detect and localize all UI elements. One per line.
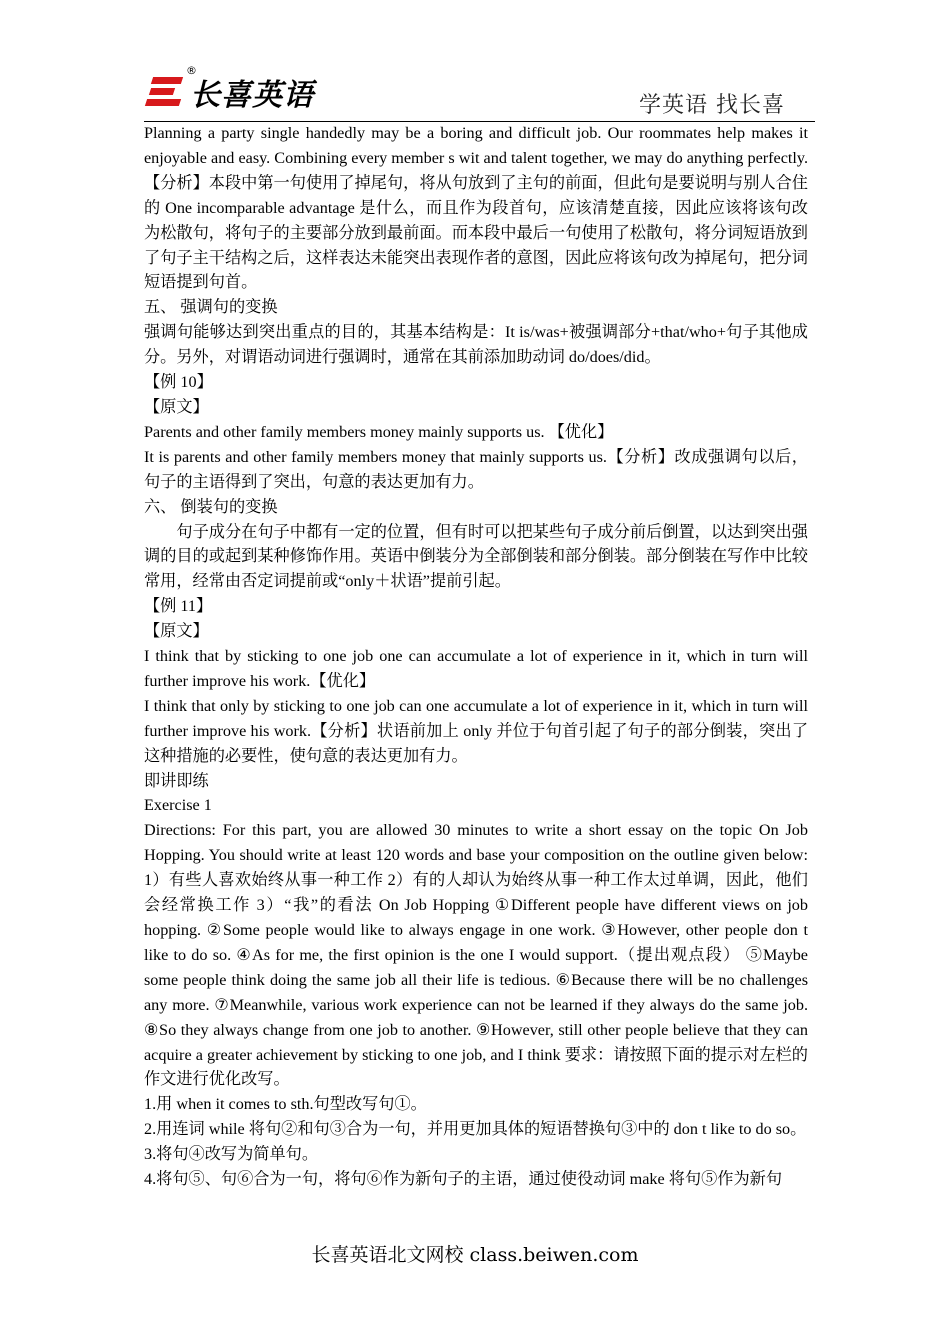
example-label-10: 【例 10】 bbox=[144, 373, 213, 392]
paragraph-analysis-example9: Planning a party single handedly may be a boring and difficult job. Our roommates help makes it enjoyable and easy. Combining every member s wit and talent together, we may do anything perfectly.【分析】本段中第一句使用了掉尾句，将从句放到了主句的前面，但此句是要说明与别人合住的 One incomparable advantage 是什么，而且作为段首句，应该清楚直接，因此应该将该句改为松散句，将句子的主要部分放到最前面。而本段中最后一句使用了松散句，将分词短语放到了句子主干结构之后，这样表达未能突出表现作者的意图，因此应将该句改为掉尾句，把分词短语提到句首。 bbox=[144, 124, 808, 292]
registered-mark: ® bbox=[186, 64, 197, 77]
example-label-11: 【例 11】 bbox=[144, 597, 213, 616]
example10-original: Parents and other family members money mainly supports us. 【优化】 bbox=[144, 422, 614, 441]
example11-optimized: I think that only by sticking to one job can one accumulate a lot of experience in it, which in turn will further improve his work.【分析】状语前加上 only 并位于句首引起了句子的部分倒装，突出了这种措施的必要性，使句意的表达更加有力。 bbox=[144, 696, 808, 765]
section-heading-5: 五、 强调句的变换 bbox=[144, 298, 278, 317]
header-slogan: 学英语 找长喜 bbox=[639, 93, 785, 118]
paragraph-emphasis-intro: 强调句能够达到突出重点的目的，其基本结构是：It is/was+被强调部分+that/who+句子其他成分。另外，对谓语动词进行强调时，通常在其前添加助动词 do/does/did。 bbox=[144, 323, 808, 367]
page-header bbox=[144, 66, 815, 122]
example10-optimized: It is parents and other family members money that mainly supports us.【分析】改成强调句以后，句子的主语得到了突出，句意的表达更加有力。 bbox=[144, 447, 808, 491]
logo-text: 长喜英语 bbox=[190, 78, 314, 113]
page-footer: 长喜英语北文网校 class.beiwen.com bbox=[311, 1244, 639, 1266]
section-heading-6: 六、 倒装句的变换 bbox=[144, 497, 278, 516]
original-label: 【原文】 bbox=[144, 397, 209, 416]
exercise-directions: Directions: For this part, you are allowed 30 minutes to write a short essay on the topic On Job Hopping. You should write at least 120 words and base your composition on the outline given below: 1）有些人喜欢始终从事一种工作 2）有的人却认为始终从事一种工作太过单调，因此，他们会经常换工作 3）“我”的看法 On Job Hopping ①Different people have different views on job hopping. ②Some people would like to always engage in one work. ③However, other people don t like to do so. ④As for me, the first opinion is the one I would support.（提出观点段） ⑤Maybe some people think doing the same job all their life is tedious. ⑥Because there will be no challenges any more. ⑦Meanwhile, various work experience can not be learned if they always do the same job. ⑧So they always change from one job to another. ⑨However, still other people believe that they can acquire a greater achievement by sticking to one job, and I think 要求：请按照下面的提示对左栏的作文进行优化改写。 bbox=[144, 821, 808, 1089]
paragraph-inversion-intro: 句子成分在句子中都有一定的位置，但有时可以把某些句子成分前后倒置，以达到突出强调的目的或起到某种修饰作用。英语中倒装分为全部倒装和部分倒装。部分倒装在写作中比较常用，经常由否定词提前或“only＋状语”提前引起。 bbox=[144, 522, 808, 591]
task-item-4: 4.将句⑤、句⑥合为一句，将句⑥作为新句子的主语，通过使役动词 make 将句⑤作为新句 bbox=[144, 1170, 783, 1189]
task-item-2: 2.用连词 while 将句②和句③合为一句，并用更加具体的短语替换句③中的 don t like to do so。 bbox=[144, 1120, 807, 1139]
practice-heading: 即讲即练 bbox=[144, 771, 209, 790]
original-label: 【原文】 bbox=[144, 622, 209, 641]
example11-original: I think that by sticking to one job one can accumulate a lot of experience in it, which in turn will further improve his work.【优化】 bbox=[144, 647, 808, 690]
logo-e-icon bbox=[146, 75, 182, 109]
task-item-1: 1.用 when it comes to sth.句型改写句①。 bbox=[144, 1095, 427, 1114]
document-body bbox=[144, 121, 808, 1192]
task-item-3: 3.将句④改写为简单句。 bbox=[144, 1145, 319, 1164]
exercise-title: Exercise 1 bbox=[144, 796, 212, 815]
brand-logo bbox=[146, 64, 314, 114]
